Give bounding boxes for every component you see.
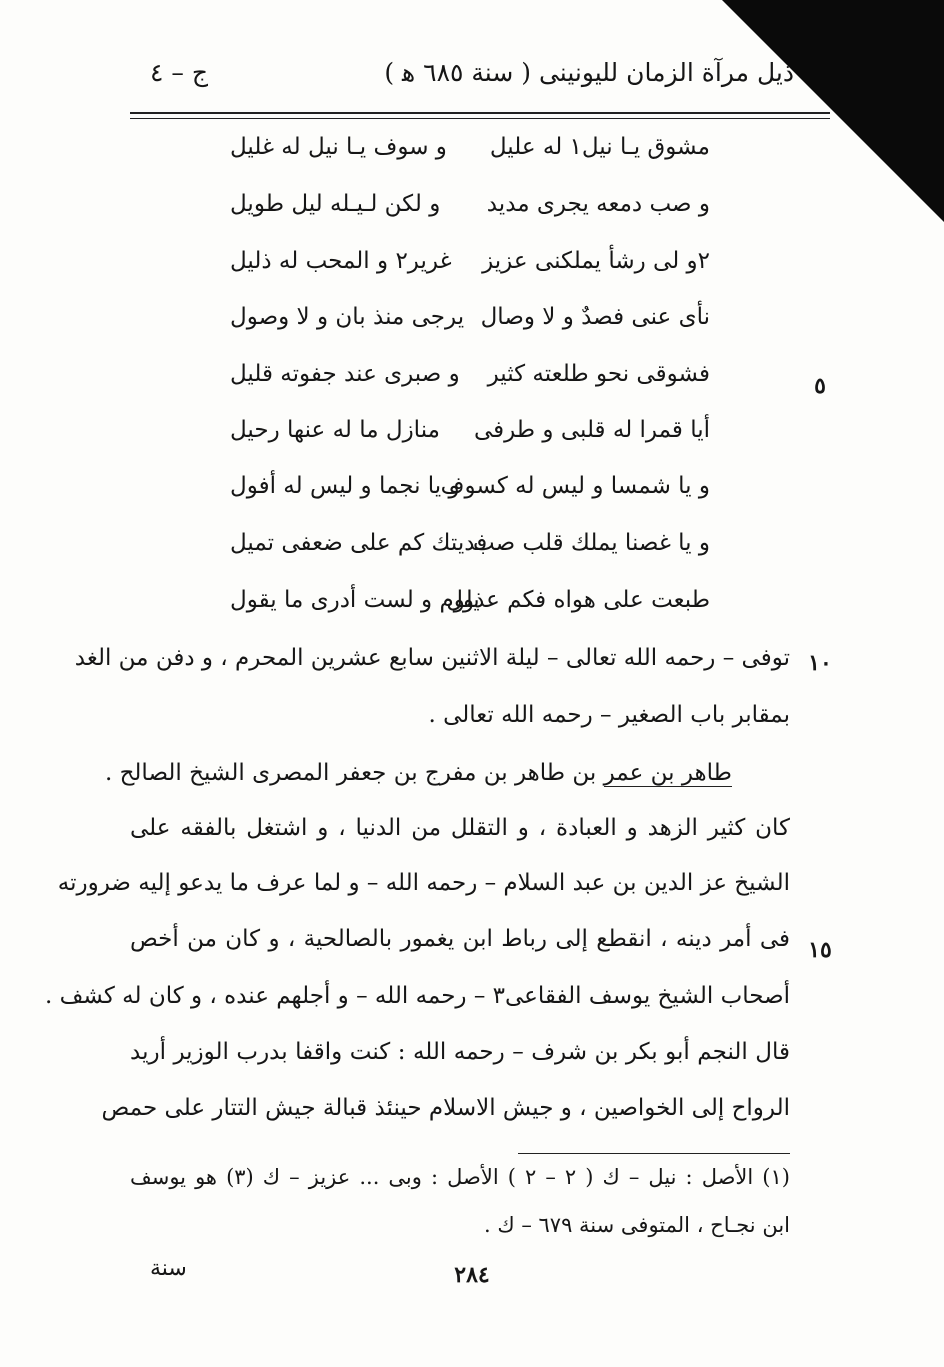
footnote-rule — [518, 1153, 790, 1154]
volume-label: ج – ٤ — [150, 58, 208, 87]
verse-first-hemistich: و يا غصنا يملك قلب صب — [473, 530, 710, 556]
line-number: ١٠ — [808, 650, 832, 676]
prose-line: الشيخ عز الدين بن عبد السلام – رحمه الله – و لما عرف ما يدعو إليه ضرورته — [57, 870, 790, 896]
verse-first-hemistich: طبعت على هواه فكم عذول — [446, 587, 710, 613]
verse-second-hemistich: و صبرى عند جفوته قليل — [230, 361, 460, 387]
folded-corner — [722, 0, 944, 222]
verse-line — [230, 361, 710, 401]
prose-line: كان كثير الزهد و العبادة ، و التقلل من الدنيا ، و اشتغل بالفقه على — [130, 815, 790, 841]
verse-line — [230, 417, 710, 457]
prose-line: فى أمر دينه ، انقطع إلى رباط ابن يغمور بالصالحية ، و كان من أخص — [130, 926, 790, 952]
verse-second-hemistich: منازل ما له عنها رحيل — [230, 417, 440, 443]
verse-first-hemistich: و صب دمعه يجرى مديد — [486, 191, 710, 217]
prose-line: قال النجم أبو بكر بن شرف – رحمه الله : كنت واقفا بدرب الوزير أريد — [130, 1039, 790, 1065]
verse-line — [230, 473, 710, 513]
prose-line: الرواح إلى الخواصين ، و جيش الاسلام حينئذ قبالة جيش التتار على حمص — [101, 1095, 790, 1121]
footnote-line: (١) الأصل : نيل – ك ( ٢ – ٢ ) الأصل : وبى ... عزيز – ك (٣) هو يوسف — [130, 1165, 790, 1189]
heading-name-underlined: طاهر بن عمر — [603, 760, 732, 786]
verse-second-hemistich: يرجى منذ بان و لا وصول — [230, 304, 465, 330]
catchword: سنة — [150, 1256, 187, 1281]
verse-line — [230, 248, 710, 288]
line-number: ٥ — [814, 373, 826, 399]
footnote-line: ابن نجـاح ، المتوفى سنة ٦٧٩ – ك . — [484, 1213, 790, 1237]
verse-first-hemistich: نأى عنى فصدٌ و لا وصال — [480, 304, 710, 330]
verse-first-hemistich: فشوقى نحو طلعته كثير — [487, 361, 710, 387]
prose-line: توفى – رحمه الله تعالى – ليلة الاثنين سابع عشرين المحرم ، و دفن من الغد — [74, 645, 790, 671]
verse-line — [230, 191, 710, 231]
verse-second-hemistich: غرير٢ و المحب له ذليل — [230, 248, 452, 274]
running-title: ذيل مرآة الزمان لليونينى ( سنة ٦٨٥ ﻫ ) — [384, 58, 794, 87]
verse-second-hemistich: و يا نجما و ليس له أفول — [230, 473, 460, 499]
verse-line — [230, 587, 710, 627]
heading-rest: بن طاهر بن مفرج بن جعفر المصرى الشيخ الصالح . — [104, 760, 604, 786]
prose-line: أصحاب الشيخ يوسف الفقاعى٣ – رحمه الله – و أجلهم عنده ، و كان له كشف . — [44, 983, 790, 1009]
page-number: ٢٨٤ — [454, 1262, 490, 1288]
biography-heading — [105, 760, 732, 787]
verse-line — [230, 304, 710, 344]
verse-first-hemistich: مشوق يـا نيل١ له عليل — [489, 134, 710, 160]
verse-line — [230, 530, 710, 570]
prose-line: بمقابر باب الصغير – رحمه الله تعالى . — [428, 702, 790, 728]
verse-first-hemistich: أيا قمرا له قلبى و طرفى — [473, 417, 710, 443]
verse-second-hemistich: و لكن لـيـله ليل طويل — [230, 191, 441, 217]
verse-line — [230, 134, 710, 174]
line-number: ١٥ — [808, 937, 832, 963]
verse-first-hemistich: ٢و لى رشأ يملكنى عزيز — [482, 248, 710, 274]
header-rule-thin — [130, 118, 830, 119]
verse-second-hemistich: يلوم و لست أدرى ما يقول — [230, 587, 480, 613]
verse-first-hemistich: و يا شمسا و ليس له كسوف — [440, 473, 710, 499]
verse-second-hemistich: و سوف يـا نيل له غليل — [230, 134, 447, 160]
verse-second-hemistich: فديتك كم على ضعفى تميل — [230, 530, 488, 556]
header-rule — [130, 112, 830, 114]
